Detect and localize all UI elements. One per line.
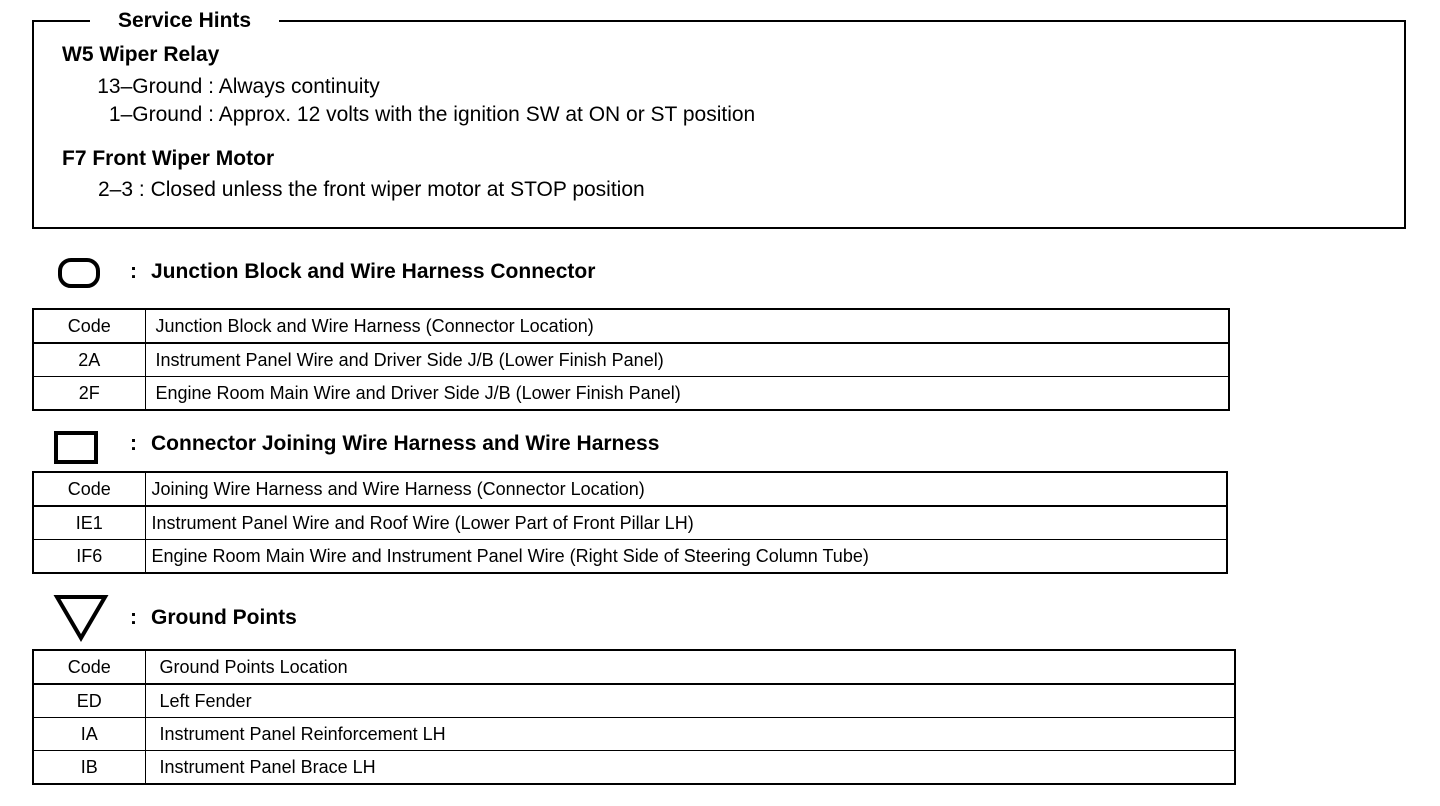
table-header-row (33, 650, 1235, 684)
section-title: Connector Joining Wire Harness and Wire Harness (151, 432, 660, 455)
section-title: Ground Points (151, 606, 297, 629)
table-row (33, 506, 1227, 540)
service-hints-title: Service Hints (90, 10, 279, 32)
section-title: Junction Block and Wire Harness Connector (151, 260, 596, 283)
hint-desc: Approx. 12 volts with the ignition SW at ON or ST position (218, 103, 756, 126)
description-cell: Instrument Panel Brace LH (145, 751, 1235, 785)
hint-pin: 2–3 : (98, 178, 145, 201)
hint-line (64, 75, 380, 99)
section-colon: : (130, 606, 137, 629)
code-cell: IB (33, 751, 145, 785)
table-header-row (33, 472, 1227, 506)
section-header-ground-points (36, 594, 297, 642)
junction-block-table (32, 308, 1230, 411)
part-title-wiper-relay: W5 Wiper Relay (62, 43, 220, 66)
description-cell: Left Fender (145, 684, 1235, 718)
ground-triangle-icon (36, 594, 118, 642)
description-cell: Engine Room Main Wire and Instrument Panel Wire (Right Side of Steering Column Tube) (145, 540, 1227, 574)
code-cell: 2F (33, 377, 145, 411)
table-row (33, 718, 1235, 751)
code-cell: IF6 (33, 540, 145, 574)
hint-line (98, 178, 645, 202)
description-cell: Instrument Panel Wire and Driver Side J/B (Lower Finish Panel) (145, 343, 1229, 377)
ground-points-table (32, 649, 1236, 785)
code-header: Code (33, 650, 145, 684)
table-header-row (33, 309, 1229, 343)
section-header-junction-block (36, 252, 595, 292)
section-colon: : (130, 432, 137, 455)
table-row (33, 751, 1235, 785)
description-header: Junction Block and Wire Harness (Connector Location) (145, 309, 1229, 343)
table-row (33, 684, 1235, 718)
connector-joining-table (32, 471, 1228, 574)
part-title-front-wiper-motor: F7 Front Wiper Motor (62, 147, 275, 170)
code-cell: IE1 (33, 506, 145, 540)
description-cell: Instrument Panel Wire and Roof Wire (Lower Part of Front Pillar LH) (145, 506, 1227, 540)
code-cell: IA (33, 718, 145, 751)
hint-line (64, 103, 755, 127)
table-row (33, 377, 1229, 411)
hint-desc: Closed unless the front wiper motor at STOP position (150, 178, 645, 201)
rounded-rectangle-icon (36, 252, 118, 292)
description-cell: Engine Room Main Wire and Driver Side J/B (Lower Finish Panel) (145, 377, 1229, 411)
code-header: Code (33, 472, 145, 506)
table-row (33, 540, 1227, 574)
rectangle-icon (36, 424, 118, 464)
description-cell: Instrument Panel Reinforcement LH (145, 718, 1235, 751)
section-colon: : (130, 260, 137, 283)
code-header: Code (33, 309, 145, 343)
section-header-connector-joining (36, 424, 659, 464)
hint-desc: Always continuity (218, 75, 380, 98)
hint-pin: 13–Ground : (97, 75, 214, 98)
description-header: Joining Wire Harness and Wire Harness (Connector Location) (145, 472, 1227, 506)
table-row (33, 343, 1229, 377)
description-header: Ground Points Location (145, 650, 1235, 684)
code-cell: 2A (33, 343, 145, 377)
code-cell: ED (33, 684, 145, 718)
hint-pin: 1–Ground : (108, 103, 214, 126)
service-hints-box (32, 9, 1406, 229)
